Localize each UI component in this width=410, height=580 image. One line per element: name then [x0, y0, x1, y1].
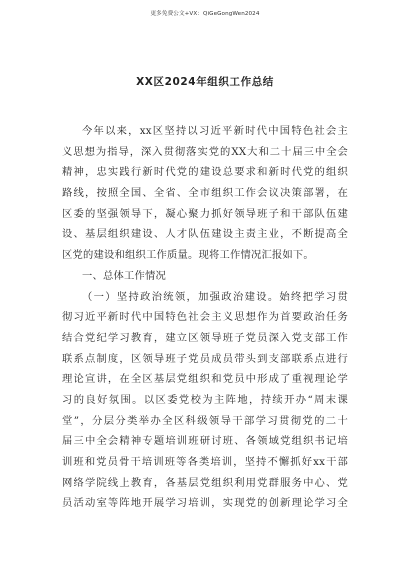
paragraph-line: 路线，按照全国、全省、全市组织工作会议决策部署，在	[62, 187, 348, 200]
paragraph-line: （一）坚持政治统领，加强政治建设。始终把学习贯	[82, 290, 348, 303]
paragraph-line: 区委的坚强领导下，凝心聚力抓好领导班子和干部队伍建	[62, 207, 348, 220]
paragraph-line: 训班和党员骨干培训班等各类培训，坚持不懈抓好xx干部	[62, 456, 348, 468]
paragraph-line: 今年以来，xx区坚持以习近平新时代中国特色社会主	[82, 125, 348, 137]
paragraph-line: 习的良好氛围。以区委党校为主阵地，持续开办“周末课	[62, 393, 348, 406]
paragraph-line: 设、基层组织建设、人才队伍建设主责主业，不断提高全	[62, 228, 348, 241]
document-body	[62, 121, 348, 514]
paragraph-line: 联系点制度，区领导班子党员成员带头到支部联系点进行	[62, 352, 348, 365]
paragraph-line: 员活动室等阵地开展学习培训，实现党的创新理论学习全	[62, 497, 348, 510]
document-title: XX区2024年组织工作总结	[136, 76, 274, 88]
paragraph-line: 网络学院线上教育，各基层党组织利用党群服务中心、党	[62, 476, 348, 489]
paragraph-line: 精神，忠实践行新时代党的建设总要求和新时代党的组织	[62, 166, 348, 179]
paragraph-line: 结合党纪学习教育，建立区领导班子党员深入党支部工作	[62, 331, 348, 344]
paragraph-line: 理论宣讲，在全区基层党组织和党员中形成了重视理论学	[62, 373, 348, 386]
paragraph-line: 彻习近平新时代中国特色社会主义思想作为首要政治任务	[62, 311, 348, 324]
paragraph-line: 届三中全会精神专题培训班研讨班、各领域党组织书记培	[62, 435, 348, 448]
section-heading: 一、总体工作情况	[82, 269, 166, 282]
paragraph-line: 区党的建设和组织工作质量。现将工作情况汇报如下。	[62, 249, 314, 262]
paragraph-line: 堂”，分层分类举办全区科级领导干部学习贯彻党的二十	[62, 414, 348, 427]
header-note: 更多免费公文+VX：QiGeGongWen2024	[150, 11, 260, 17]
paragraph-line: 义思想为指导，深入贯彻落实党的XX大和二十届三中全会	[62, 145, 348, 158]
